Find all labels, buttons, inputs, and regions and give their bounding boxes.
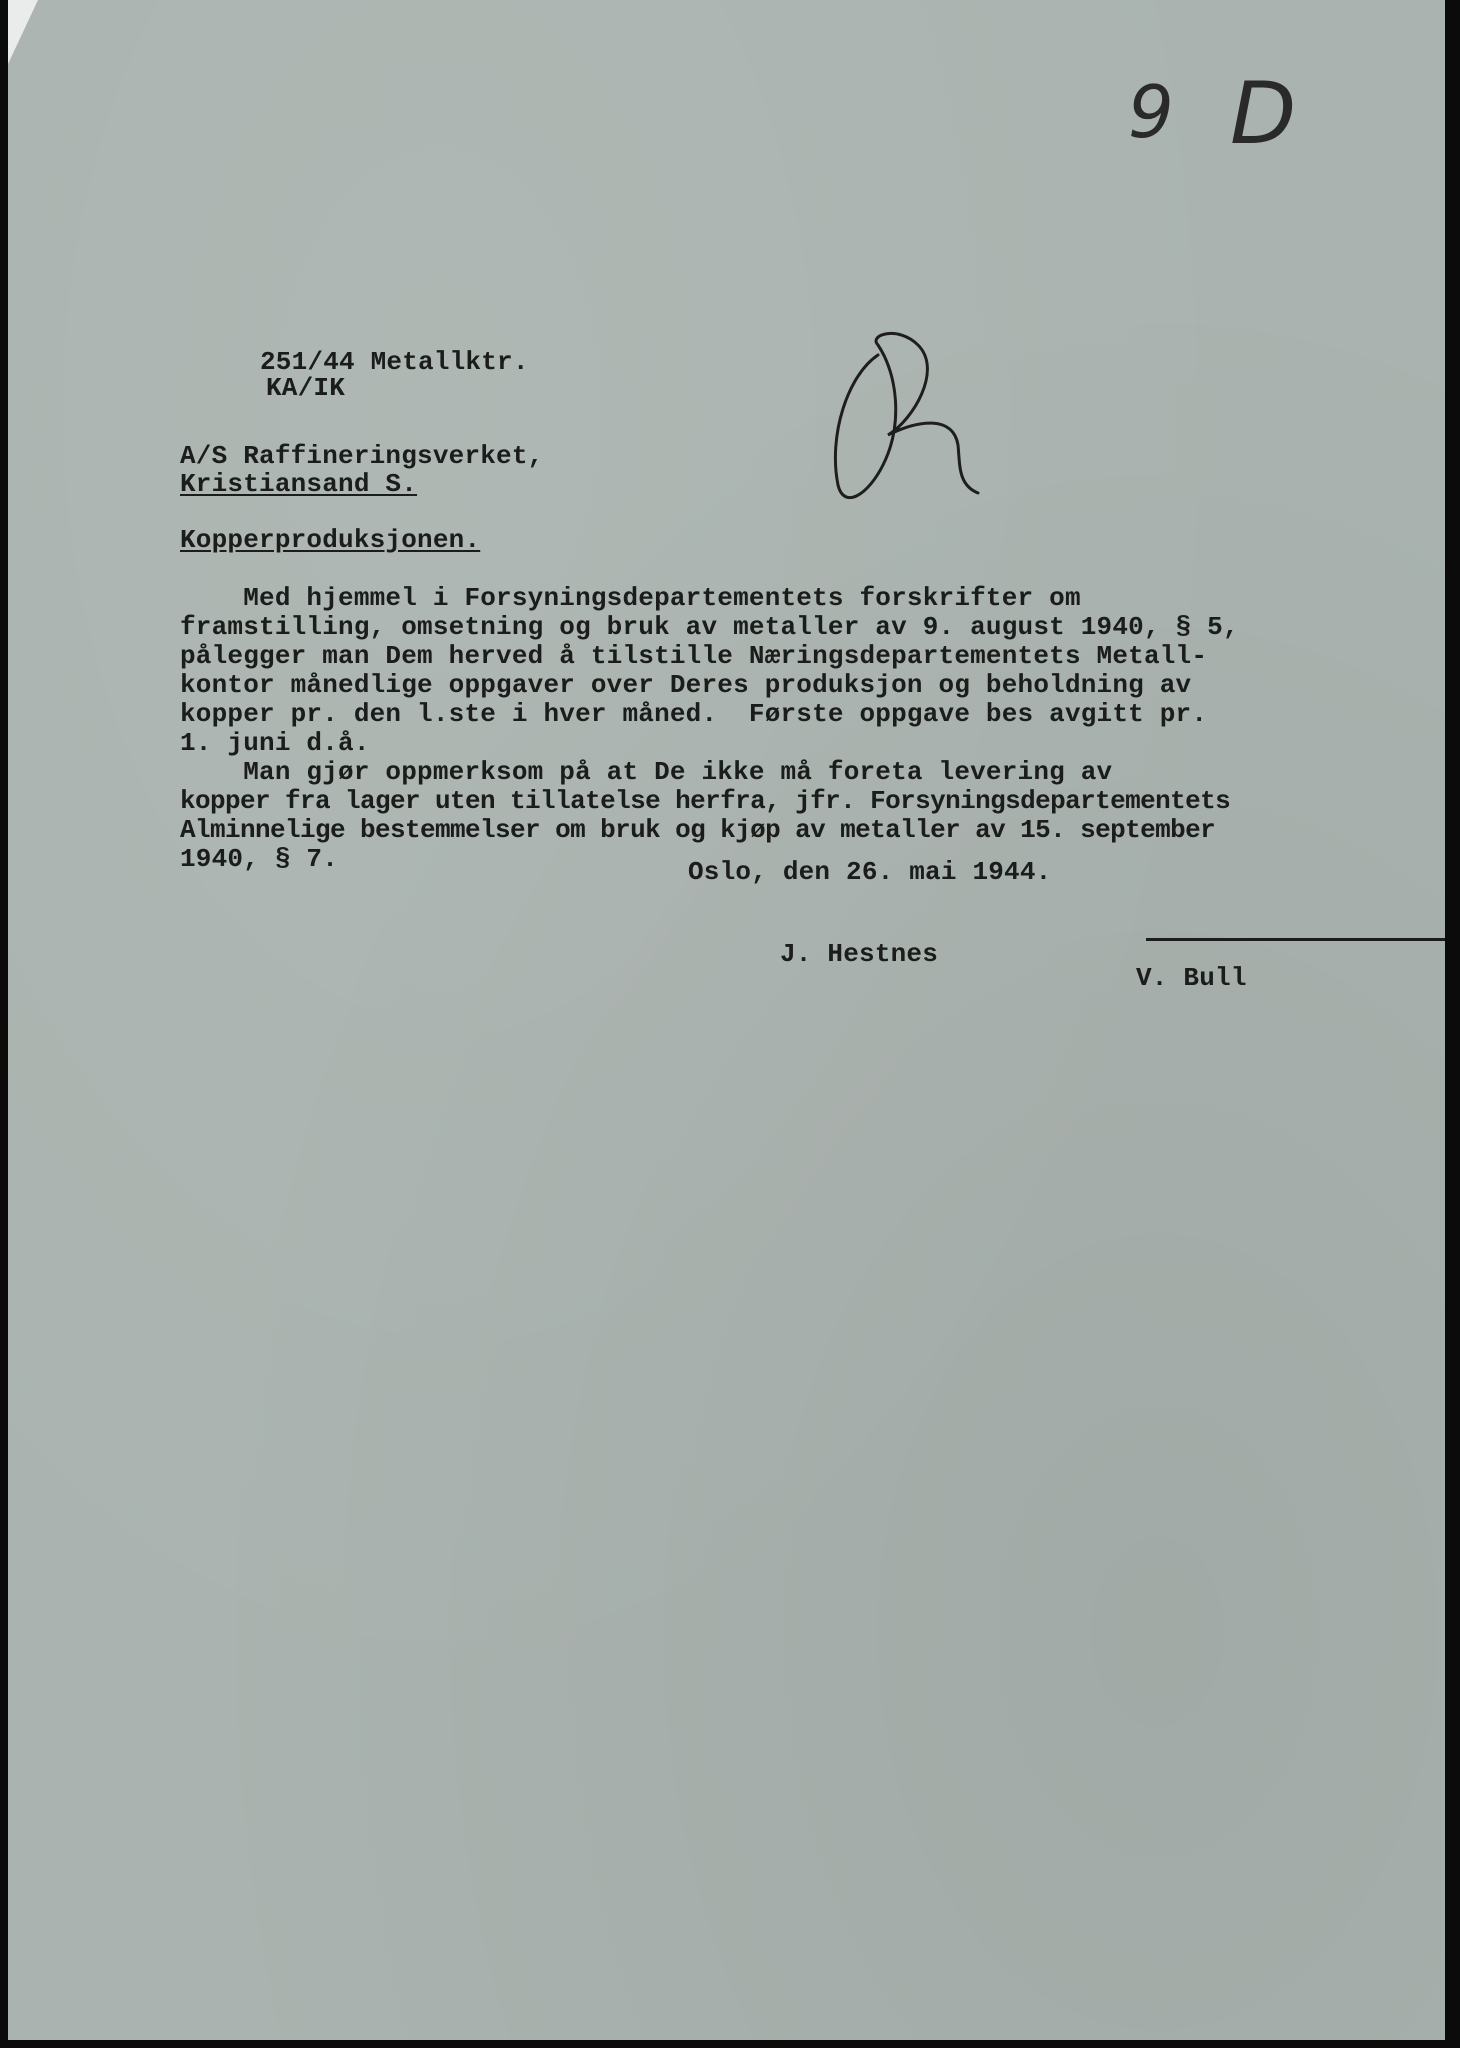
folded-corner bbox=[8, 0, 38, 64]
body-line: kopper fra lager uten tillatelse herfra, jfr. Forsyningsdepartementets bbox=[180, 786, 1231, 816]
signature-rule bbox=[1146, 938, 1445, 941]
body-line: 1940, § 7. bbox=[180, 844, 339, 874]
recipient-company: A/S Raffineringsverket, bbox=[180, 441, 544, 471]
handwritten-initial-mark bbox=[808, 325, 1008, 525]
body-line: kontor månedlige oppgaver over Deres produksjon og beholdning av bbox=[180, 670, 1192, 700]
body-line: pålegger man Dem herved å tilstille Næringsdepartementets Metall- bbox=[180, 641, 1208, 671]
body-line: Med hjemmel i Forsyningsdepartementets forskrifter om bbox=[180, 583, 1081, 613]
body-line: framstilling, omsetning og bruk av metaller av 9. august 1940, § 5, bbox=[180, 612, 1239, 642]
place-date: Oslo, den 26. mai 1944. bbox=[688, 857, 1052, 887]
body-line: Alminnelige bestemmelser om bruk og kjøp av metaller av 15. september bbox=[180, 815, 1216, 845]
recipient-city: Kristiansand S. bbox=[180, 469, 418, 499]
subject-line: Kopperproduksjonen. bbox=[180, 525, 481, 555]
signature-right: V. Bull bbox=[1136, 963, 1247, 993]
handwritten-series-letter: D bbox=[1230, 64, 1297, 164]
reference-initials: KA/IK bbox=[266, 373, 346, 403]
reference-number: 251/44 Metallktr. bbox=[260, 347, 529, 377]
document-page bbox=[8, 0, 1445, 2040]
body-line: 1. juni d.å. bbox=[180, 728, 370, 758]
body-line: Man gjør oppmerksom på at De ikke må foreta levering av bbox=[180, 757, 1113, 787]
body-line: kopper pr. den l.ste i hver måned. Første oppgave bes avgitt pr. bbox=[180, 699, 1208, 729]
signature-left: J. Hestnes bbox=[780, 939, 939, 969]
handwritten-page-number: 9 bbox=[1128, 70, 1174, 154]
